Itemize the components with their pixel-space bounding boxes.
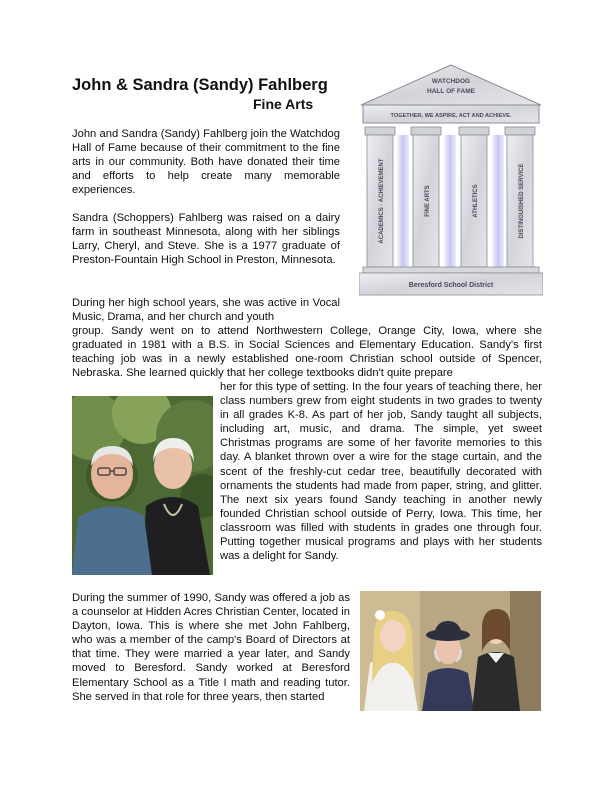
logo-top-line: WATCHDOG	[431, 78, 471, 85]
paragraph-teaching: her for this type of setting. In the four years of teaching there, her class numbers grew from eight students in two grades to twenty in all grades K-8. As part of her job, Sandy taught all subjects, including art, music, and drama. The simple, yet sweet Christmas programs are some of her favorite memories to this day. A blanket thrown over a wire for the stage curtain, and the scent of the freshly-cut cedar tree, beautifully decorated with ornaments the students had made from paper, string, and glitter. The next six years found Sandy teaching in another newly founded Christian school outside of Perry, Iowa. This time, her classroom was filled with students in grades one through four. Putting together musical programs and plays with her students was a delight for Sandy.	[220, 381, 542, 563]
paragraph-1990: During the summer of 1990, Sandy was offered a job as a counselor at Hidden Acres Christian Center, located in Dayton, Iowa. This is where she met John Fahlberg, who was a member of the camp's Board of Directors at that time. They were married a year later, and Sandy moved to Beresford. Sandy worked at Beresford Elementary School as a Title I math and reading tutor. She served in that role for three years, then started	[72, 592, 350, 703]
pillar-academics-label: ACADEMICS · ACHIEVEMENT	[379, 158, 385, 244]
article-title: John & Sandra (Sandy) Fahlberg	[72, 76, 328, 94]
paragraph-high-school: During her high school years, she was active in Vocal Music, Drama, and her church and youth	[72, 297, 340, 324]
paragraph-upbringing: Sandra (Schoppers) Fahlberg was raised on a dairy farm in southeast Minnesota, along with her siblings Larry, Cheryl, and Steve. She is a 1977 graduate of Preston-Fountain High School in Preston, Minnesota.	[72, 212, 340, 267]
logo-motto: TOGETHER, WE ASPIRE, ACT AND ACHIEVE.	[390, 113, 512, 119]
pillar-athletics-label: ATHLETICS	[473, 184, 479, 218]
paragraph-college: group. Sandy went on to attend Northwestern College, Orange City, Iowa, where she graduated in 1981 with a B.S. in Social Sciences and Elementary Education. Sandy's first teaching job was in a newly established one-room Christian school outside of Spencer, Nebraska. She learned quickly that her college textbooks didn't quite prepare	[72, 325, 542, 380]
hall-of-fame-logo	[359, 63, 543, 299]
couple-photo	[72, 396, 213, 575]
temple-graphic	[359, 63, 543, 299]
logo-hall-of-fame: HALL OF FAME	[427, 88, 475, 95]
pillar-service-label: DISTINGUISHED SERVICE	[519, 163, 525, 239]
paragraph-intro: John and Sandra (Sandy) Fahlberg join the Watchdog Hall of Fame because of their commitment to the fine arts in our community. Both have donated their time and efforts to help create many memorable experiences.	[72, 128, 340, 197]
logo-base-text: Beresford School District	[408, 282, 494, 289]
theater-photo	[360, 591, 541, 711]
category-subtitle: Fine Arts	[253, 96, 314, 112]
pillar-fine-arts-label: FINE ARTS	[425, 185, 431, 217]
